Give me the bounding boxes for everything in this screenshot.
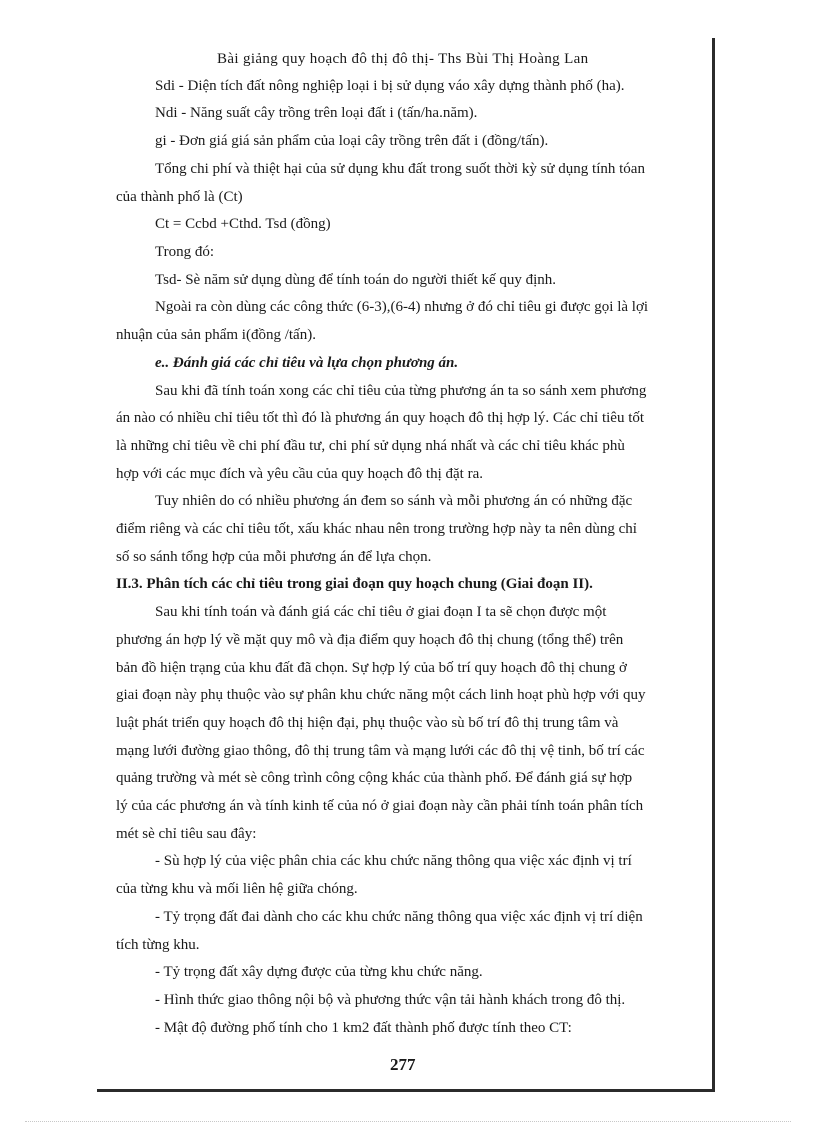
body-line: lý của các phương án và tính kinh tế của nó ở giai đoạn này cần phải tính toán phân tích [116,798,644,814]
body-line: tích từng khu. [116,937,200,953]
page-bottom-dotted-rule [25,1121,791,1122]
body-line: Sau khi đã tính toán xong các chỉ tiêu của từng phương án ta so sánh xem phương [155,383,647,399]
page-number: 277 [390,1055,416,1074]
list-item: - Mật độ đường phố tính cho 1 km2 đất thành phố được tính theo CT: [155,1020,572,1036]
list-item: - Tỷ trọng đất xây dựng được của từng khu chức năng. [155,964,483,980]
running-header: Bài giảng quy hoạch đô thị đô thị- Ths Bùi Thị Hoàng Lan [217,51,589,67]
body-line: số so sánh tổng hợp của mỗi phương án để lựa chọn. [116,549,432,565]
body-line: phương án hợp lý về mặt quy mô và địa điểm quy hoạch đô thị chung (tổng thể) trên [116,632,624,648]
body-line: bản đồ hiện trạng của khu đất đã chọn. Sự hợp lý của bố trí quy hoạch đô thị chung ở [116,660,627,676]
body-line: mét sè chỉ tiêu sau đây: [116,826,257,842]
body-line: mạng lưới đường giao thông, đô thị trung tâm và mạng lưới các đô thị vệ tinh, bố trí các [116,743,645,759]
body-line: Tổng chi phí và thiệt hại của sử dụng khu đất trong suốt thời kỳ sử dụng tính tóan [155,161,645,177]
body-line: luật phát triển quy hoạch đô thị hiện đại, phụ thuộc vào sù bố trí đô thị trung tâm và [116,715,619,731]
body-line: gi - Đơn giá giá sản phẩm của loại cây trồng trên đất i (đồng/tấn). [155,133,549,149]
body-line: Sdi - Diện tích đất nông nghiệp loại i bị sử dụng váo xây dựng thành phố (ha). [155,78,625,94]
body-line: nhuận của sản phẩm i(đồng /tấn). [116,327,316,343]
body-line: án nào có nhiều chỉ tiêu tốt thì đó là phương án quy hoạch đô thị hợp lý. Các chỉ tiêu tốt [116,410,645,426]
body-line: hợp với các mục đích và yêu cầu của quy hoạch đô thị đặt ra. [116,466,483,482]
body-line: Ngoài ra còn dùng các công thức (6-3),(6-4) nhưng ở đó chỉ tiêu gi được gọi là lợi [155,299,649,315]
section-heading: II.3. Phân tích các chỉ tiêu trong giai đoạn quy hoạch chung (Giai đoạn II). [116,576,593,592]
body-line: của từng khu và mối liên hệ giữa chóng. [116,881,358,897]
body-line: Trong đó: [155,244,215,260]
list-item: - Hình thức giao thông nội bộ và phương thức vận tải hành khách trong đô thị. [155,992,626,1008]
body-line: Sau khi tính toán và đánh giá các chỉ tiêu ở giai đoạn I ta sẽ chọn được một [155,604,607,620]
formula-line: Ct = Ccbd +Cthd. Tsd (đồng) [155,216,331,232]
list-item: - Sù hợp lý của việc phân chia các khu chức năng thông qua việc xác định vị trí [155,853,632,869]
body-line: giai đoạn này phụ thuộc vào sự phân khu chức năng một cách linh hoạt phù hợp với quy [116,687,646,703]
body-line: quảng trường và mét sè công trình công cộng khác của thành phố. Để đánh giá sự hợp [116,770,633,786]
list-item: - Tỷ trọng đất đai dành cho các khu chức năng thông qua việc xác định vị trí diện [155,909,643,925]
body-line: là những chỉ tiêu về chi phí đầu tư, chi phí sử dụng nhá nhất và các chỉ tiêu khác phù [116,438,625,454]
subsection-heading: e.. Đánh giá các chỉ tiêu và lựa chọn phương án. [155,355,459,371]
body-line: của thành phố là (Ct) [116,189,243,205]
body-line: Tsd- Sè năm sử dụng dùng để tính toán do người thiết kế quy định. [155,272,557,288]
body-line: Ndi - Năng suất cây trồng trên loại đất i (tấn/ha.năm). [155,105,478,121]
body-line: điểm riêng và các chỉ tiêu tốt, xấu khác nhau nên trong trường hợp này ta nên dùng chỉ [116,521,637,537]
body-line: Tuy nhiên do có nhiều phương án đem so sánh và mỗi phương án có những đặc [155,493,633,509]
